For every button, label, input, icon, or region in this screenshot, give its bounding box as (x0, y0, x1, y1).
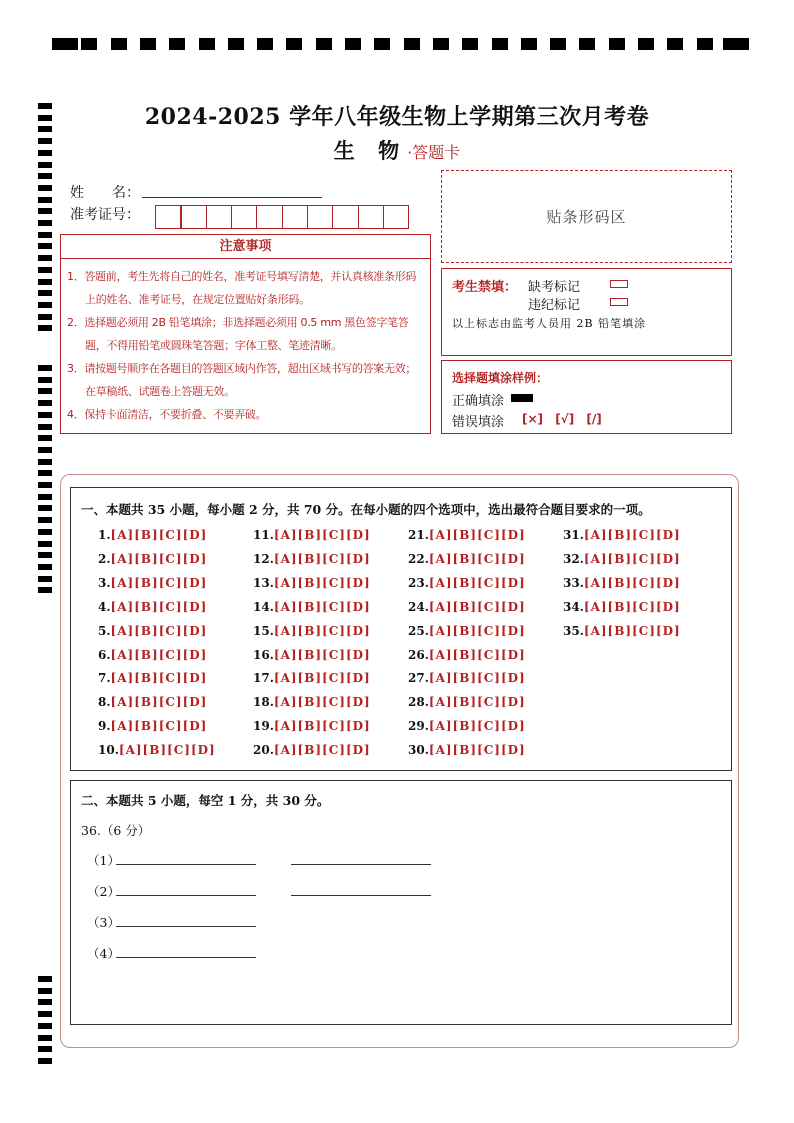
answer-options[interactable]: [A][B][C][D] (110, 623, 208, 638)
answer-options[interactable]: [A][B][C][D] (428, 695, 526, 710)
answer-options[interactable]: [A][B][C][D] (273, 719, 371, 734)
question-number: 26. (408, 647, 429, 662)
timing-mark (38, 1035, 52, 1041)
question-number: 27. (408, 671, 429, 686)
timing-mark (316, 38, 332, 50)
choice-question[interactable] (408, 624, 526, 638)
section-fill-in (70, 780, 732, 1025)
choice-question[interactable] (98, 648, 207, 662)
question-number: 24. (408, 599, 429, 614)
choice-question[interactable] (253, 743, 371, 757)
answer-options[interactable]: [A][B][C][D] (428, 743, 526, 758)
question-number: 16. (253, 647, 274, 662)
subject-title (0, 135, 794, 165)
timing-mark (38, 377, 52, 383)
timing-mark (38, 424, 52, 430)
choice-question[interactable] (98, 528, 207, 542)
choice-question[interactable] (98, 671, 207, 685)
timing-mark (38, 587, 52, 593)
timing-mark (38, 470, 52, 476)
timing-mark (286, 38, 302, 50)
timing-mark (38, 494, 52, 500)
question-number: 14. (253, 599, 274, 614)
timing-mark (579, 38, 595, 50)
question-number: 8. (98, 695, 111, 710)
question-number: 28. (408, 695, 429, 710)
question-number: 23. (408, 575, 429, 590)
question-number: 32. (563, 551, 584, 566)
answer-options[interactable]: [A][B][C][D] (110, 599, 208, 614)
answer-line[interactable] (116, 864, 256, 865)
sub-question-label: （1） (87, 853, 120, 868)
timing-mark (374, 38, 390, 50)
answer-card-label: ·答题卡 (407, 143, 461, 162)
timing-mark (199, 38, 215, 50)
exam-id-digit-box[interactable] (206, 205, 233, 229)
timing-mark (697, 38, 713, 50)
timing-mark (257, 38, 273, 50)
answer-options[interactable]: [A][B][C][D] (273, 551, 371, 566)
choice-question[interactable] (408, 671, 526, 685)
sub-question-label: （2） (87, 884, 120, 899)
fill-sample-box (441, 360, 732, 434)
timing-mark (38, 302, 52, 308)
timing-mark (38, 412, 52, 418)
answer-options[interactable]: [A][B][C][D] (110, 671, 208, 686)
choice-question[interactable] (98, 600, 207, 614)
exam-id-label: 准考证号： (70, 207, 140, 223)
answer-options[interactable]: [A][B][C][D] (583, 623, 681, 638)
choice-question[interactable] (253, 576, 371, 590)
answer-line[interactable] (116, 926, 256, 927)
timing-mark (38, 267, 52, 273)
answer-options[interactable]: [A][B][C][D] (428, 575, 526, 590)
choice-question[interactable] (563, 552, 681, 566)
timing-mark (38, 517, 52, 523)
timing-mark (492, 38, 508, 50)
timing-mark (52, 38, 78, 50)
answer-options[interactable]: [A][B][C][D] (273, 671, 371, 686)
exam-title: 2024-2025 学年八年级生物上学期第三次月考卷 (144, 104, 650, 130)
timing-mark (38, 482, 52, 488)
fill-sample-heading: 选择题填涂样例： (452, 371, 549, 385)
timing-mark (38, 1011, 52, 1017)
question-number: 15. (253, 623, 274, 638)
answer-options[interactable]: [A][B][C][D] (428, 671, 526, 686)
answer-options[interactable]: [A][B][C][D] (428, 551, 526, 566)
answer-options[interactable]: [A][B][C][D] (583, 599, 681, 614)
timing-mark (550, 38, 566, 50)
timing-mark (462, 38, 478, 50)
choice-question[interactable] (408, 695, 526, 709)
question-36-label: 36.（6 分） (81, 823, 151, 838)
question-number: 21. (408, 528, 429, 542)
question-number: 19. (253, 719, 274, 734)
answer-options[interactable]: [A][B][C][D] (583, 575, 681, 590)
choice-question[interactable] (98, 624, 207, 638)
choice-question[interactable] (98, 695, 207, 709)
forbidden-label: 考生禁填： (452, 280, 518, 295)
exam-id-digit-box[interactable] (383, 205, 410, 229)
choice-question[interactable] (253, 552, 371, 566)
answer-options[interactable]: [A][B][C][D] (118, 743, 216, 758)
answer-options[interactable]: [A][B][C][D] (273, 647, 371, 662)
answer-options[interactable]: [A][B][C][D] (110, 528, 208, 542)
answer-options[interactable]: [A][B][C][D] (428, 623, 526, 638)
question-number: 35. (563, 623, 584, 638)
forbidden-note: 以上标志由监考人员用 2B 铅笔填涂 (452, 317, 647, 330)
timing-mark (38, 505, 52, 511)
choice-question[interactable] (408, 743, 526, 757)
violation-mark-label: 违纪标记 (528, 298, 581, 313)
choice-question[interactable] (563, 624, 681, 638)
timing-mark (228, 38, 244, 50)
timing-mark (609, 38, 625, 50)
answer-options[interactable]: [A][B][C][D] (428, 719, 526, 734)
question-number: 10. (98, 743, 119, 758)
exam-id-digit-box[interactable] (358, 205, 385, 229)
choice-question[interactable] (253, 719, 371, 733)
correct-fill-mark (511, 394, 533, 402)
choice-question[interactable] (408, 600, 526, 614)
timing-mark (404, 38, 420, 50)
timing-mark (38, 576, 52, 582)
timing-mark (38, 459, 52, 465)
section1-heading: 一、本题共 35 小题，每小题 2 分，共 70 分。在每小题的四个选项中，选出最符合题目要求的一项。 (81, 502, 651, 517)
exam-id-boxes[interactable] (155, 205, 408, 229)
sub-question-label: （4） (87, 946, 120, 961)
timing-mark (38, 435, 52, 441)
exam-id-digit-box[interactable] (155, 205, 182, 229)
answer-options[interactable]: [A][B][C][D] (110, 575, 208, 590)
notice-item: 4．保持卡面清洁，不要折叠、不要弄破。 (67, 408, 267, 421)
answer-options[interactable]: [A][B][C][D] (273, 743, 371, 758)
timing-mark (38, 279, 52, 285)
sub-question-label: （3） (87, 915, 120, 930)
timing-mark (38, 988, 52, 994)
answer-options[interactable]: [A][B][C][D] (110, 695, 208, 710)
section-choice (70, 487, 732, 771)
choice-question[interactable] (408, 528, 526, 542)
question-number: 34. (563, 599, 584, 614)
timing-mark (38, 552, 52, 558)
answer-options[interactable]: [A][B][C][D] (273, 575, 371, 590)
timing-mark (38, 197, 52, 203)
question-number: 25. (408, 623, 429, 638)
answer-options[interactable]: [A][B][C][D] (110, 647, 208, 662)
answer-options[interactable]: [A][B][C][D] (583, 551, 681, 566)
answer-options[interactable]: [A][B][C][D] (428, 599, 526, 614)
timing-mark (169, 38, 185, 50)
question-number: 7. (98, 671, 111, 686)
timing-mark (38, 185, 52, 191)
timing-mark (38, 365, 52, 371)
question-number: 1. (98, 528, 111, 542)
choice-question[interactable] (98, 719, 207, 733)
answer-options[interactable]: [A][B][C][D] (110, 551, 208, 566)
exam-id-digit-box[interactable] (231, 205, 258, 229)
question-number: 11. (253, 528, 274, 542)
timing-mark (521, 38, 537, 50)
timing-mark (38, 400, 52, 406)
choice-question[interactable] (408, 719, 526, 733)
choice-question[interactable] (253, 600, 371, 614)
timing-mark (723, 38, 749, 50)
wrong-fill-label: 错误填涂 (452, 415, 505, 430)
exam-id-digit-box[interactable] (180, 205, 207, 229)
name-field[interactable] (142, 197, 322, 198)
exam-id-digit-box[interactable] (332, 205, 359, 229)
timing-mark (345, 38, 361, 50)
timing-mark (38, 388, 52, 394)
timing-mark (38, 290, 52, 296)
name-label: 姓 名： (70, 185, 140, 201)
timing-mark (38, 208, 52, 214)
timing-marks-top (52, 38, 749, 52)
notice-heading: 注意事项 (61, 235, 430, 259)
answer-line[interactable] (291, 895, 431, 896)
choice-question[interactable] (408, 648, 526, 662)
timing-mark (38, 255, 52, 261)
timing-mark (38, 220, 52, 226)
timing-mark (38, 447, 52, 453)
exam-id-digit-box[interactable] (282, 205, 309, 229)
answer-options[interactable]: [A][B][C][D] (583, 528, 681, 542)
notice-box (60, 234, 431, 434)
notice-item: 1．答题前，考生先将自己的姓名，准考证号填写清楚，并认真核准条形码上的姓名、准考证号，在规定位置贴好条形码。 (67, 270, 417, 306)
correct-fill-label: 正确填涂 (452, 394, 505, 409)
timing-mark (38, 243, 52, 249)
question-number: 4. (98, 599, 111, 614)
timing-mark (111, 38, 127, 50)
absent-mark-box[interactable] (610, 280, 628, 288)
question-number: 5. (98, 623, 111, 638)
timing-mark (38, 529, 52, 535)
timing-mark (638, 38, 654, 50)
choice-question[interactable] (563, 576, 681, 590)
violation-mark-box[interactable] (610, 298, 628, 306)
forbidden-box (441, 268, 732, 356)
question-number: 22. (408, 551, 429, 566)
answer-line[interactable] (116, 895, 256, 896)
question-number: 31. (563, 528, 584, 542)
timing-mark (667, 38, 683, 50)
answer-options[interactable]: [A][B][C][D] (273, 695, 371, 710)
timing-mark (38, 232, 52, 238)
timing-mark (433, 38, 449, 50)
question-number: 29. (408, 719, 429, 734)
question-number: 6. (98, 647, 111, 662)
notice-item: 3．请按题号顺序在各题目的答题区域内作答，超出区域书写的答案无效；在草稿纸、试题卷上答题无效。 (67, 362, 417, 398)
question-number: 33. (563, 575, 584, 590)
choice-question[interactable] (408, 552, 526, 566)
choice-question[interactable] (253, 624, 371, 638)
exam-id-digit-box[interactable] (256, 205, 283, 229)
timing-mark (38, 1023, 52, 1029)
timing-mark (38, 999, 52, 1005)
choice-question[interactable] (98, 743, 216, 757)
question-number: 13. (253, 575, 274, 590)
timing-mark (38, 314, 52, 320)
timing-mark (81, 38, 97, 50)
choice-question[interactable] (563, 528, 681, 542)
timing-mark (38, 541, 52, 547)
question-number: 2. (98, 551, 111, 566)
choice-question[interactable] (253, 695, 371, 709)
choice-question[interactable] (253, 671, 371, 685)
choice-question[interactable] (408, 576, 526, 590)
answer-options[interactable]: [A][B][C][D] (110, 719, 208, 734)
question-number: 17. (253, 671, 274, 686)
answer-options[interactable]: [A][B][C][D] (273, 623, 371, 638)
answer-options[interactable]: [A][B][C][D] (428, 647, 526, 662)
question-number: 18. (253, 695, 274, 710)
exam-id-digit-box[interactable] (307, 205, 334, 229)
question-number: 9. (98, 719, 111, 734)
answer-options[interactable]: [A][B][C][D] (273, 599, 371, 614)
timing-mark (38, 173, 52, 179)
question-number: 12. (253, 551, 274, 566)
answer-options[interactable]: [A][B][C][D] (428, 528, 526, 542)
timing-mark (38, 1058, 52, 1064)
timing-mark (38, 564, 52, 570)
timing-mark (38, 325, 52, 331)
answer-options[interactable]: [A][B][C][D] (273, 528, 371, 542)
timing-mark (38, 976, 52, 982)
choice-question[interactable] (563, 600, 681, 614)
answer-line[interactable] (116, 957, 256, 958)
timing-mark (140, 38, 156, 50)
choice-question[interactable] (98, 576, 207, 590)
wrong-fill-marks: [×] [√] [/] (522, 412, 602, 426)
absent-mark-label: 缺考标记 (528, 280, 581, 295)
section2-heading: 二、本题共 5 小题，每空 1 分，共 30 分。 (81, 793, 330, 808)
answer-line[interactable] (291, 864, 431, 865)
choice-question[interactable] (253, 648, 371, 662)
choice-question[interactable] (98, 552, 207, 566)
question-number: 20. (253, 743, 274, 758)
notice-item: 2．选择题必须用 2B 铅笔填涂；非选择题必须用 0.5 mm 黑色签字笔答题，不得用铅笔或圆珠笔答题；字体工整、笔迹清晰。 (67, 316, 409, 352)
question-number: 3. (98, 575, 111, 590)
barcode-area: 贴条形码区 (441, 170, 732, 263)
choice-question[interactable] (253, 528, 371, 542)
question-number: 30. (408, 743, 429, 758)
timing-mark (38, 1046, 52, 1052)
timing-marks-left (38, 0, 54, 1123)
subject-name: 生 物 (333, 138, 408, 163)
